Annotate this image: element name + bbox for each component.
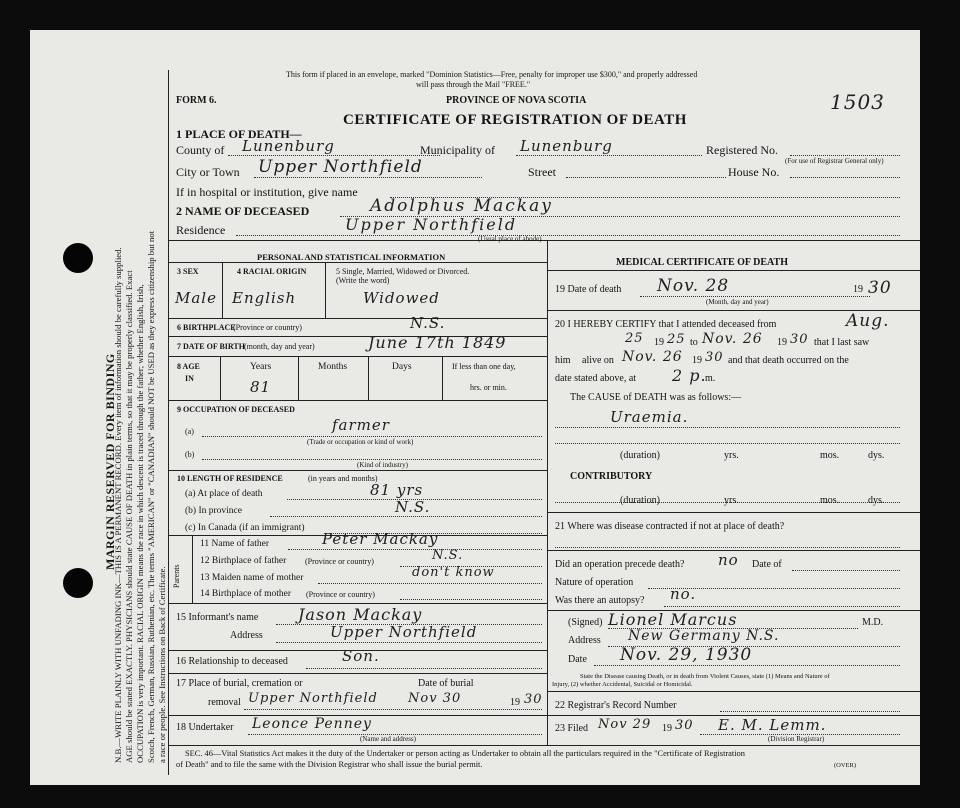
date-stated-label: date stated above, at [555,373,637,384]
duration-label: (duration) [620,495,660,506]
filed-label: 23 Filed [555,723,589,734]
undertaker-value: Leonce Penney [252,716,372,732]
age-in-label: IN [185,374,194,383]
marital-label: 5 Single, Married, Widowed or Divorced. [336,267,470,276]
medical-heading: MEDICAL CERTIFICATE OF DEATH [616,257,788,268]
municipality-value: Lunenburg [520,137,613,155]
mos-label: mos. [820,495,840,506]
marital-label-2: (Write the word) [336,276,390,285]
attended-from-month: Aug. [846,311,890,331]
age-years: 81 [250,378,272,396]
division-registrar-note: (Division Registrar) [768,735,825,743]
dod-year-prefix: 19 [853,284,863,295]
y19-c: 19 [692,355,702,366]
mother-birthplace-note: (Province or country) [306,590,375,599]
time-of-death: 2 p. [672,366,707,385]
binding-margin [50,50,167,780]
sex-label: 3 SEX [177,267,199,276]
deceased-name: Adolphus Mackay [370,196,553,216]
date-of-death-label: 19 Date of death [555,284,622,295]
form-number: FORM 6. [176,95,217,106]
marital-value: Widowed [363,289,440,307]
dob-label: 7 DATE OF BIRTH [177,342,245,351]
dod-note: (Month, day and year) [706,298,769,306]
filed-date: Nov 29 [598,717,652,732]
registrar-record-label: 22 Registrar's Record Number [555,700,677,711]
attended-to-year: 30 [790,332,809,347]
burial-label: 17 Place of burial, cremation or [176,678,303,689]
cause-of-death: Uraemia. [610,408,689,426]
duration-label: (duration) [620,450,660,461]
certificate-title: CERTIFICATE OF REGISTRATION OF DEATH [343,112,687,128]
residence-label: Residence [176,223,226,237]
days-label: Days [392,362,412,372]
dys-label: dys. [868,495,885,506]
personal-heading: PERSONAL AND STATISTICAL INFORMATION [257,252,446,262]
occupation-a: (a) [185,427,194,436]
operation-label: Did an operation precede death? [555,559,685,570]
violent-note: Injury, (2) whether Accidental, Suicidal or Homicidal. [552,681,693,688]
binding-margin-label: MARGIN RESERVED FOR BINDING [103,353,117,570]
certificate-date: Nov. 29, 1930 [620,645,753,665]
occupation-b: (b) [185,450,195,459]
occupation-value: farmer [332,416,390,434]
length-residence-note: (in years and months) [308,474,378,483]
him-prefix: him [555,355,571,366]
alive-on-label: alive on [582,355,614,366]
contributory-label: CONTRIBUTORY [570,471,653,482]
attended-to-date: Nov. 26 [702,331,763,347]
date-of-label: Date of [752,559,782,570]
envelope-note: will pass through the Mail "FREE." [416,80,531,89]
county-value: Lunenburg [242,137,335,155]
birthplace-label: 6 BIRTHPLACE [177,323,236,332]
time-suffix: m. [705,373,716,384]
autopsy-label: Was there an autopsy? [555,595,645,606]
y19-b: 19 [777,337,787,348]
physician-signature: Lionel Marcus [608,610,738,629]
father-birthplace: N.S. [432,548,464,563]
margin-notice-line: N.B.—WRITE PLAINLY WITH UNFADING INK—THIS IS A PERMANENT RECORD. Every item of information should be carefully supplied. [113,247,123,763]
racial-value: English [232,289,297,307]
residence-province-label: (b) In province [185,506,242,516]
length-residence-label: 10 LENGTH OF RESIDENCE [177,474,283,483]
municipality-label: Municipality of [420,143,495,157]
over-label: (OVER) [834,762,857,769]
filed-year-prefix: 19 [662,723,672,734]
mother-name-label: 13 Maiden name of mother [200,573,304,583]
relationship-label: 16 Relationship to deceased [176,656,288,667]
dob-note: (month, day and year) [244,342,315,351]
punch-hole-bottom [63,568,93,598]
county-label: County of [176,143,225,157]
date-of-death: Nov. 28 [657,276,730,296]
informant-address-label: Address [230,630,263,641]
racial-label: 4 RACIAL ORIGIN [237,267,307,276]
father-birthplace-note: (Province or country) [305,557,374,566]
undertaker-label: 18 Undertaker [176,722,234,733]
dys-label: dys. [868,450,885,461]
registration-number: 1503 [830,90,885,114]
mother-birthplace-label: 14 Birthplace of mother [200,589,292,599]
mother-name: don't know [412,565,495,580]
physician-address-label: Address [568,635,601,646]
physician-address: New Germany N.S. [628,628,780,644]
birthplace-value: N.S. [410,314,446,332]
to-label: to [690,337,698,348]
informant-address: Upper Northfield [330,623,478,641]
dod-year: 30 [868,278,892,298]
burial-year-prefix: 19 [510,697,520,708]
deceased-name-label: 2 NAME OF DECEASED [176,204,310,218]
residence-province-value: N.S. [395,498,431,516]
column-divider [547,240,548,745]
relationship-value: Son. [342,647,380,665]
operation-value: no [718,551,739,569]
city-value: Upper Northfield [258,157,423,177]
form-left-border [168,70,169,775]
father-birthplace-label: 12 Birthplace of father [200,556,287,566]
sec-46-note: of Death" and to file the same with the Division Registrar who shall issue the burial permit. [176,760,483,769]
registrar-note: (For use of Registrar General only) [785,157,884,165]
undertaker-note: (Name and address) [360,735,416,743]
parents-label: Parents [172,564,181,588]
burial-date-label: Date of burial [418,678,474,689]
footer-divider [168,745,920,746]
margin-notice-line: OCCUPATION is very important. RACIAL ORIGIN means the race in which descent is traced through the father; whether English, Irish, [135,284,145,763]
punch-hole-top [63,243,93,273]
envelope-note: This form if placed in an envelope, marked "Dominion Statistics—Free, penalty for improper use $300," and properly addressed [286,70,698,79]
certificate-date-label: Date [568,654,587,665]
hospital-label: If in hospital or institution, give name [176,185,358,199]
attended-from-year: 25 [667,332,686,347]
informant-label: 15 Informant's name [176,612,259,623]
md-label: M.D. [862,617,884,628]
alive-date: Nov. 26 [622,349,683,365]
residence-canada-label: (c) In Canada (if an immigrant) [185,523,305,533]
yrs-label: yrs. [724,450,739,461]
violent-note: State the Disease causing Death, or in death from Violent Causes, state (1) Means and Nature of [580,673,830,680]
months-label: Months [318,362,348,372]
margin-notice-line: a race or people. See Instructions on Back of Certificate. [157,566,167,763]
occupation-label: 9 OCCUPATION OF DECEASED [177,405,295,414]
cause-label: The CAUSE of DEATH was as follows:— [570,392,742,403]
yrs-label: yrs. [724,495,739,506]
birthplace-note: (Province or country) [233,323,302,332]
margin-notice-line: Scotch, French, German, Russian, Ruthenian, etc. The terms "AMERICAN" or "CANADIAN" should NOT be USED as they express citizenship but not [146,230,156,763]
certify-label: 20 I HEREBY CERTIFY that I attended deceased from [555,319,777,330]
sec-46-note: SEC. 46—Vital Statistics Act makes it the duty of the Undertaker or person acting as Undertaker to obtain all the particulars required in the "Certificate of Registration [185,749,745,758]
father-name: Peter Mackay [322,530,439,548]
filed-year: 30 [675,718,694,733]
residence-note: (Usual place of abode) [478,235,542,243]
informant-name: Jason Mackay [298,605,423,624]
house-no-label: House No. [728,165,780,179]
place-of-death-heading: 1 PLACE OF DEATH— [176,127,302,141]
mos-label: mos. [820,450,840,461]
disease-contracted-label: 21 Where was disease contracted if not at place of death? [555,521,785,532]
occupation-note-a: (Trade or occupation or kind of work) [307,438,414,446]
occupation-note-b: (Kind of industry) [357,461,408,469]
autopsy-value: no. [670,585,697,603]
death-occurred-label: and that death occurred on the [728,355,849,366]
years-label: Years [250,362,272,372]
street-label: Street [528,165,556,179]
burial-place: Upper Northfield [248,691,378,706]
sex-value: Male [175,289,217,307]
y19-a: 19 [654,337,664,348]
residence-value: Upper Northfield [345,215,518,234]
father-name-label: 11 Name of father [200,539,270,549]
dob-value: June 17th 1849 [368,333,507,352]
nature-operation-label: Nature of operation [555,577,634,588]
less-than-day-label: If less than one day, [452,362,516,371]
registered-no-label: Registered No. [706,143,778,157]
death-certificate-page [30,30,920,785]
residence-at-place-label: (a) At place of death [185,489,263,499]
city-label: City or Town [176,165,240,179]
margin-notice-line: AGE should be stated EXACTLY. PHYSICIANS should state CAUSE OF DEATH in plain terms, so that it may be properly classified. Exact [124,270,134,763]
attended-from-day: 25 [625,331,644,346]
division-registrar-signature: E. M. Lemm. [718,716,827,734]
section-divider [168,240,920,241]
age-label: 8 AGE [177,362,200,371]
removal-label: removal [208,697,241,708]
burial-date: Nov 30 [408,691,462,706]
residence-at-place-value: 81 yrs [370,481,424,499]
signed-label: (Signed) [568,617,603,628]
province-title: PROVINCE OF NOVA SCOTIA [446,95,587,106]
burial-year: 30 [524,692,543,707]
hrs-min-label: hrs. or min. [470,383,507,392]
last-saw-label: that I last saw [814,337,870,348]
alive-year: 30 [705,350,724,365]
